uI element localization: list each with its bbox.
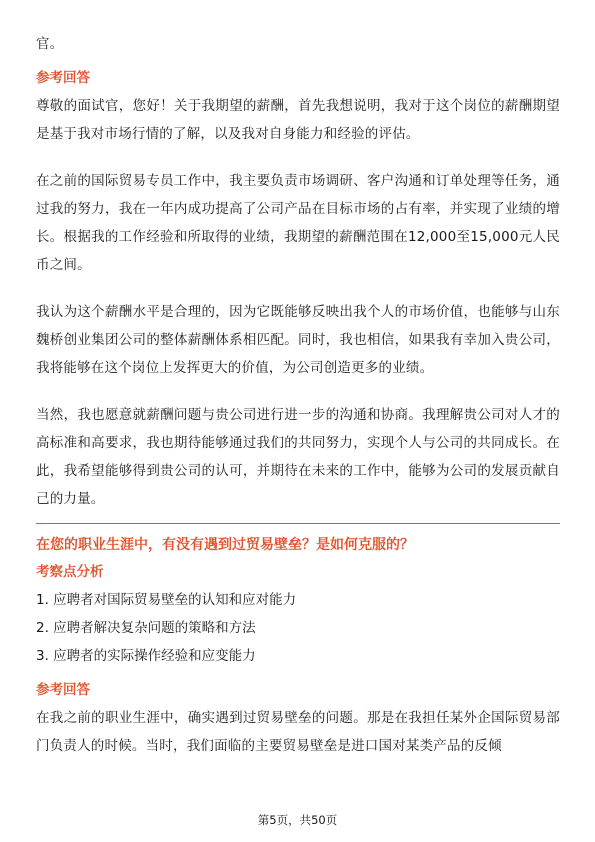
analysis-point: 2. 应聘者解决复杂问题的策略和方法: [36, 620, 256, 636]
answer-label: 参考回答: [36, 682, 90, 698]
continuation-text: 官。: [36, 36, 64, 52]
analysis-point: 3. 应聘者的实际操作经验和应变能力: [36, 648, 256, 664]
answer-paragraph: 我认为这个薪酬水平是合理的，因为它既能够反映出我个人的市场价值，也能够与山东魏桥创业集团公司的整体薪酬体系相匹配。同时，我也相信，如果我有幸加入贵公司，我将能够在这个岗位上发挥更大的价值，为公司创造更多的业绩。: [36, 304, 560, 376]
page-number: 第5页，共50页: [257, 813, 338, 827]
answer-paragraph: 尊敬的面试官，您好！关于我期望的薪酬，首先我想说明，我对于这个岗位的薪酬期望是基于我对市场行情的了解，以及我对自身能力和经验的评估。: [36, 98, 560, 142]
question-title: 在您的职业生涯中，有没有遇到过贸易壁垒？是如何克服的？: [36, 537, 414, 553]
analysis-label: 考察点分析: [36, 564, 104, 580]
analysis-point: 1. 应聘者对国际贸易壁垒的认知和应对能力: [36, 592, 297, 608]
answer-label: 参考回答: [36, 70, 90, 86]
answer-paragraph: 当然，我也愿意就薪酬问题与贵公司进行进一步的沟通和协商。我理解贵公司对人才的高标准和高要求，我也期待能够通过我们的共同努力，实现个人与公司的共同成长。在此，我希望能够得到贵公司的认可，并期待在未来的工作中，能够为公司的发展贡献自己的力量。: [36, 407, 560, 507]
page-content: [36, 30, 560, 760]
answer-paragraph: 在我之前的职业生涯中，确实遇到过贸易壁垒的问题。那是在我担任某外企国际贸易部门负责人的时候。当时，我们面临的主要贸易壁垒是进口国对某类产品的反倾: [36, 710, 560, 754]
section-divider: [36, 523, 560, 524]
answer-paragraph: 在之前的国际贸易专员工作中，我主要负责市场调研、客户沟通和订单处理等任务，通过我的努力，我在一年内成功提高了公司产品在目标市场的占有率，并实现了业绩的增长。根据我的工作经验和所取得的业绩，我期望的薪酬范围在12,000至15,000元人民币之间。: [36, 173, 560, 273]
